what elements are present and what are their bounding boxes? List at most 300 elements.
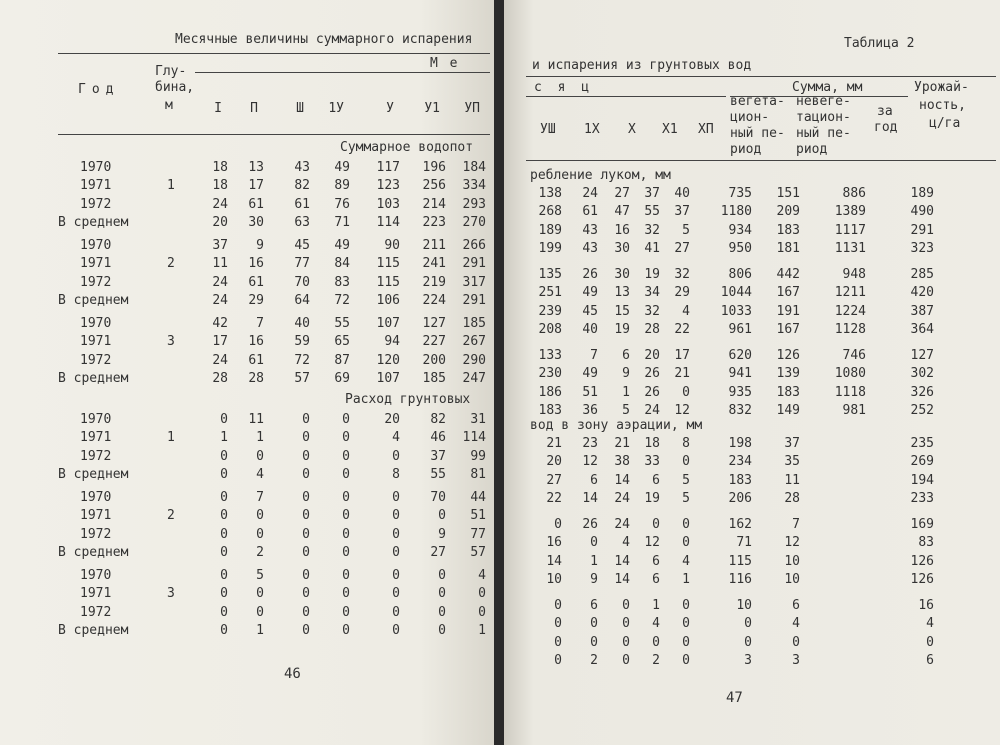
value-cell: 127	[422, 316, 446, 331]
value-cell: 196	[422, 160, 446, 175]
nonveg-header-2: тацион-	[796, 110, 851, 125]
value-cell: 33	[644, 454, 660, 470]
value-cell: 126	[910, 553, 934, 569]
value-cell: 0	[682, 454, 690, 470]
value-cell: 183	[538, 402, 562, 418]
value-cell: 43	[582, 222, 598, 238]
depth-cell: 3	[167, 334, 175, 350]
value-cell: 186	[538, 384, 562, 400]
value-cell: 15	[614, 303, 630, 319]
value-cell: 0	[302, 544, 310, 560]
value-cell: 6	[926, 652, 934, 668]
value-cell: 1	[652, 598, 660, 613]
value-cell: 0	[792, 634, 800, 650]
value-cell: 9	[622, 366, 630, 382]
value-cell: 16	[614, 222, 630, 238]
right-page-title: и испарения из грунтовых вод	[532, 58, 752, 73]
value-cell: 0	[342, 508, 350, 524]
value-cell: 251	[538, 285, 562, 301]
value-cell: 8	[682, 436, 690, 451]
value-cell: 38	[614, 454, 630, 470]
value-cell: 1128	[834, 321, 866, 337]
value-cell: 44	[470, 490, 486, 505]
value-cell: 22	[546, 490, 562, 506]
value-cell: 268	[538, 204, 562, 220]
value-cell: 162	[728, 517, 752, 532]
value-cell: 46	[430, 430, 446, 446]
depth-cell: 1	[167, 430, 175, 446]
month-header: I	[214, 101, 222, 116]
value-cell: 6	[652, 472, 660, 488]
value-cell: 0	[682, 616, 690, 632]
value-cell: 24	[614, 517, 630, 532]
value-cell: 1117	[834, 222, 866, 238]
value-cell: 948	[842, 267, 866, 282]
value-cell: 3	[792, 652, 800, 668]
value-cell: 28	[644, 321, 660, 337]
month-header: П	[250, 101, 258, 116]
value-cell: 0	[220, 622, 228, 638]
value-cell: 1	[590, 553, 598, 569]
value-cell: 126	[776, 348, 800, 363]
section-label: Расход грунтовых	[345, 392, 471, 407]
value-cell: 19	[644, 490, 660, 506]
value-cell: 151	[776, 186, 800, 201]
value-cell: 57	[470, 544, 486, 560]
value-cell: 29	[674, 285, 690, 301]
value-cell: 0	[302, 526, 310, 542]
header-rule-top	[58, 53, 490, 54]
value-cell: 49	[582, 366, 598, 382]
value-cell: 7	[792, 517, 800, 532]
value-cell: 11	[248, 412, 264, 427]
table-label: Таблица 2	[844, 36, 915, 51]
value-cell: 0	[342, 568, 350, 583]
value-cell: 63	[294, 214, 310, 230]
year-cell: 1971	[80, 430, 112, 446]
value-cell: 189	[910, 186, 934, 201]
value-cell: 43	[582, 240, 598, 256]
value-cell: 185	[422, 370, 446, 386]
value-cell: 0	[926, 634, 934, 650]
value-cell: 10	[546, 571, 562, 587]
value-cell: 99	[470, 448, 486, 464]
veg-header-2: цион-	[730, 110, 770, 125]
month-header: У1	[424, 101, 440, 116]
value-cell: 0	[302, 586, 310, 602]
value-cell: 941	[728, 366, 752, 382]
value-cell: 6	[792, 598, 800, 613]
value-cell: 26	[644, 384, 660, 400]
value-cell: 241	[422, 256, 446, 272]
value-cell: 90	[384, 238, 400, 253]
value-cell: 189	[538, 222, 562, 238]
value-cell: 27	[546, 472, 562, 488]
value-cell: 37	[430, 448, 446, 464]
average-label: В среднем	[58, 370, 129, 386]
value-cell: 167	[776, 321, 800, 337]
value-cell: 387	[910, 303, 934, 319]
value-cell: 87	[334, 352, 350, 368]
right-header-rule-top	[526, 76, 996, 77]
value-cell: 20	[212, 214, 228, 230]
value-cell: 21	[614, 436, 630, 451]
yield-header-3: ц/га	[929, 116, 961, 131]
year-cell: 1972	[80, 274, 112, 290]
value-cell: 0	[256, 448, 264, 464]
value-cell: 291	[462, 256, 486, 272]
value-cell: 19	[614, 321, 630, 337]
value-cell: 21	[546, 436, 562, 451]
year-cell: 1970	[80, 238, 112, 253]
value-cell: 20	[384, 412, 400, 427]
year-cell: 1972	[80, 604, 112, 620]
value-cell: 746	[842, 348, 866, 363]
value-cell: 1131	[834, 240, 866, 256]
value-cell: 77	[294, 256, 310, 272]
value-cell: 735	[728, 186, 752, 201]
value-cell: 37	[784, 436, 800, 451]
value-cell: 61	[248, 274, 264, 290]
year-cell: 1971	[80, 256, 112, 272]
value-cell: 1	[256, 622, 264, 638]
value-cell: 0	[682, 384, 690, 400]
value-cell: 4	[478, 568, 486, 583]
value-cell: 4	[392, 430, 400, 446]
value-cell: 12	[644, 535, 660, 551]
value-cell: 69	[334, 370, 350, 386]
value-cell: 0	[256, 508, 264, 524]
value-cell: 30	[614, 240, 630, 256]
value-cell: 12	[784, 535, 800, 551]
value-cell: 1044	[720, 285, 752, 301]
value-cell: 0	[220, 490, 228, 505]
year-cell: 1971	[80, 178, 112, 194]
value-cell: 72	[334, 292, 350, 308]
left-header-partial: М е	[430, 56, 460, 71]
value-cell: 1180	[720, 204, 752, 220]
value-cell: 40	[674, 186, 690, 201]
value-cell: 291	[462, 292, 486, 308]
value-cell: 227	[422, 334, 446, 350]
value-cell: 7	[256, 490, 264, 505]
value-cell: 70	[430, 490, 446, 505]
value-cell: 2	[652, 652, 660, 668]
value-cell: 1224	[834, 303, 866, 319]
value-cell: 7	[590, 348, 598, 363]
value-cell: 0	[302, 568, 310, 583]
section-label: Суммарное водопот	[340, 140, 474, 155]
value-cell: 24	[212, 274, 228, 290]
month-header: Х1	[662, 122, 678, 137]
value-cell: 82	[294, 178, 310, 194]
value-cell: 4	[682, 553, 690, 569]
value-cell: 1	[256, 430, 264, 446]
value-cell: 832	[728, 402, 752, 418]
value-cell: 24	[212, 292, 228, 308]
value-cell: 8	[392, 466, 400, 482]
value-cell: 18	[644, 436, 660, 451]
month-header: ХП	[698, 122, 714, 137]
value-cell: 206	[728, 490, 752, 506]
value-cell: 0	[438, 586, 446, 602]
value-cell: 0	[590, 634, 598, 650]
value-cell: 191	[776, 303, 800, 319]
value-cell: 49	[334, 238, 350, 253]
value-cell: 0	[302, 412, 310, 427]
value-cell: 317	[462, 274, 486, 290]
value-cell: 13	[248, 160, 264, 175]
value-cell: 0	[302, 490, 310, 505]
value-cell: 17	[212, 334, 228, 350]
value-cell: 13	[614, 285, 630, 301]
average-label: В среднем	[58, 214, 129, 230]
value-cell: 211	[422, 238, 446, 253]
value-cell: 223	[422, 214, 446, 230]
year-cell: 1971	[80, 508, 112, 524]
value-cell: 17	[674, 348, 690, 363]
value-cell: 256	[422, 178, 446, 194]
month-header: 1У	[328, 101, 344, 116]
value-cell: 184	[462, 160, 486, 175]
value-cell: 334	[462, 178, 486, 194]
value-cell: 4	[926, 616, 934, 632]
value-cell: 0	[682, 652, 690, 668]
value-cell: 219	[422, 274, 446, 290]
value-cell: 239	[538, 303, 562, 319]
value-cell: 24	[644, 402, 660, 418]
value-cell: 0	[554, 634, 562, 650]
value-cell: 94	[384, 334, 400, 350]
value-cell: 11	[212, 256, 228, 272]
value-cell: 169	[910, 517, 934, 532]
value-cell: 76	[334, 196, 350, 212]
right-header-rule-bottom	[526, 160, 996, 161]
value-cell: 40	[294, 316, 310, 331]
value-cell: 0	[682, 535, 690, 551]
value-cell: 4	[622, 535, 630, 551]
year-cell: 1970	[80, 568, 112, 583]
month-header: Х	[628, 122, 636, 137]
value-cell: 10	[736, 598, 752, 613]
value-cell: 83	[334, 274, 350, 290]
col-header-depth-3: м	[165, 98, 173, 113]
value-cell: 0	[342, 604, 350, 620]
value-cell: 55	[644, 204, 660, 220]
value-cell: 0	[478, 604, 486, 620]
value-cell: 103	[376, 196, 400, 212]
value-cell: 72	[294, 352, 310, 368]
value-cell: 0	[220, 448, 228, 464]
value-cell: 49	[582, 285, 598, 301]
value-cell: 0	[682, 598, 690, 613]
value-cell: 0	[256, 586, 264, 602]
value-cell: 886	[842, 186, 866, 201]
value-cell: 0	[342, 448, 350, 464]
header-rule-bottom	[58, 134, 490, 135]
value-cell: 149	[776, 402, 800, 418]
average-label: В среднем	[58, 466, 129, 482]
value-cell: 0	[622, 616, 630, 632]
value-cell: 17	[248, 178, 264, 194]
value-cell: 234	[728, 454, 752, 470]
value-cell: 302	[910, 366, 934, 382]
value-cell: 247	[462, 370, 486, 386]
value-cell: 30	[248, 214, 264, 230]
value-cell: 16	[248, 334, 264, 350]
value-cell: 0	[622, 598, 630, 613]
value-cell: 12	[674, 402, 690, 418]
value-cell: 1	[622, 384, 630, 400]
value-cell: 266	[462, 238, 486, 253]
value-cell: 0	[342, 544, 350, 560]
value-cell: 31	[470, 412, 486, 427]
value-cell: 269	[910, 454, 934, 470]
value-cell: 26	[644, 366, 660, 382]
value-cell: 64	[294, 292, 310, 308]
value-cell: 1211	[834, 285, 866, 301]
value-cell: 0	[220, 544, 228, 560]
value-cell: 0	[342, 526, 350, 542]
value-cell: 37	[644, 186, 660, 201]
value-cell: 26	[582, 267, 598, 282]
value-cell: 6	[652, 553, 660, 569]
value-cell: 224	[422, 292, 446, 308]
value-cell: 981	[842, 402, 866, 418]
value-cell: 490	[910, 204, 934, 220]
value-cell: 5	[256, 568, 264, 583]
month-header: УШ	[540, 122, 556, 137]
value-cell: 0	[220, 412, 228, 427]
nonveg-header-3: ный пе-	[796, 126, 851, 141]
value-cell: 199	[538, 240, 562, 256]
value-cell: 0	[392, 526, 400, 542]
value-cell: 0	[302, 604, 310, 620]
value-cell: 24	[212, 196, 228, 212]
value-cell: 0	[392, 544, 400, 560]
right-page	[504, 0, 1000, 745]
value-cell: 47	[614, 204, 630, 220]
value-cell: 107	[376, 316, 400, 331]
value-cell: 442	[776, 267, 800, 282]
value-cell: 37	[674, 204, 690, 220]
value-cell: 41	[644, 240, 660, 256]
depth-cell: 3	[167, 586, 175, 602]
value-cell: 28	[248, 370, 264, 386]
value-cell: 135	[538, 267, 562, 282]
value-cell: 18	[212, 160, 228, 175]
value-cell: 28	[212, 370, 228, 386]
value-cell: 45	[582, 303, 598, 319]
value-cell: 183	[776, 222, 800, 238]
value-cell: 14	[582, 490, 598, 506]
value-cell: 139	[776, 366, 800, 382]
value-cell: 24	[212, 352, 228, 368]
month-header: У	[386, 101, 394, 116]
value-cell: 183	[728, 472, 752, 488]
value-cell: 1	[682, 571, 690, 587]
value-cell: 0	[392, 490, 400, 505]
value-cell: 0	[342, 430, 350, 446]
value-cell: 0	[302, 448, 310, 464]
value-cell: 115	[376, 274, 400, 290]
value-cell: 71	[334, 214, 350, 230]
value-cell: 0	[438, 622, 446, 638]
value-cell: 57	[294, 370, 310, 386]
value-cell: 115	[376, 256, 400, 272]
value-cell: 84	[334, 256, 350, 272]
value-cell: 43	[294, 160, 310, 175]
value-cell: 9	[590, 571, 598, 587]
right-page-number: 47	[726, 690, 743, 706]
value-cell: 10	[784, 553, 800, 569]
value-cell: 55	[430, 466, 446, 482]
value-cell: 0	[554, 598, 562, 613]
value-cell: 5	[682, 222, 690, 238]
value-cell: 9	[438, 526, 446, 542]
value-cell: 0	[438, 568, 446, 583]
value-cell: 0	[744, 634, 752, 650]
value-cell: 291	[910, 222, 934, 238]
value-cell: 20	[644, 348, 660, 363]
value-cell: 37	[212, 238, 228, 253]
average-label: В среднем	[58, 544, 129, 560]
veg-header-4: риод	[730, 142, 762, 157]
value-cell: 51	[582, 384, 598, 400]
value-cell: 16	[248, 256, 264, 272]
value-cell: 961	[728, 321, 752, 337]
value-cell: 14	[546, 553, 562, 569]
value-cell: 138	[538, 186, 562, 201]
value-cell: 934	[728, 222, 752, 238]
value-cell: 116	[728, 571, 752, 587]
value-cell: 61	[248, 352, 264, 368]
value-cell: 0	[342, 412, 350, 427]
value-cell: 620	[728, 348, 752, 363]
value-cell: 0	[342, 586, 350, 602]
value-cell: 270	[462, 214, 486, 230]
value-cell: 183	[776, 384, 800, 400]
value-cell: 123	[376, 178, 400, 194]
value-cell: 0	[622, 652, 630, 668]
value-cell: 0	[256, 604, 264, 620]
value-cell: 364	[910, 321, 934, 337]
value-cell: 0	[302, 466, 310, 482]
value-cell: 6	[590, 598, 598, 613]
value-cell: 61	[582, 204, 598, 220]
value-cell: 4	[682, 303, 690, 319]
value-cell: 127	[910, 348, 934, 363]
value-cell: 420	[910, 285, 934, 301]
value-cell: 1118	[834, 384, 866, 400]
value-cell: 29	[248, 292, 264, 308]
value-cell: 32	[644, 303, 660, 319]
value-cell: 19	[644, 267, 660, 282]
depth-cell: 2	[167, 256, 175, 272]
value-cell: 55	[334, 316, 350, 331]
value-cell: 5	[682, 490, 690, 506]
value-cell: 935	[728, 384, 752, 400]
value-cell: 71	[736, 535, 752, 551]
value-cell: 0	[438, 508, 446, 524]
year-cell: 1971	[80, 334, 112, 350]
header-rule-mid	[195, 72, 490, 73]
average-label: В среднем	[58, 292, 129, 308]
value-cell: 81	[470, 466, 486, 482]
value-cell: 1	[220, 430, 228, 446]
value-cell: 0	[438, 604, 446, 620]
value-cell: 7	[256, 316, 264, 331]
